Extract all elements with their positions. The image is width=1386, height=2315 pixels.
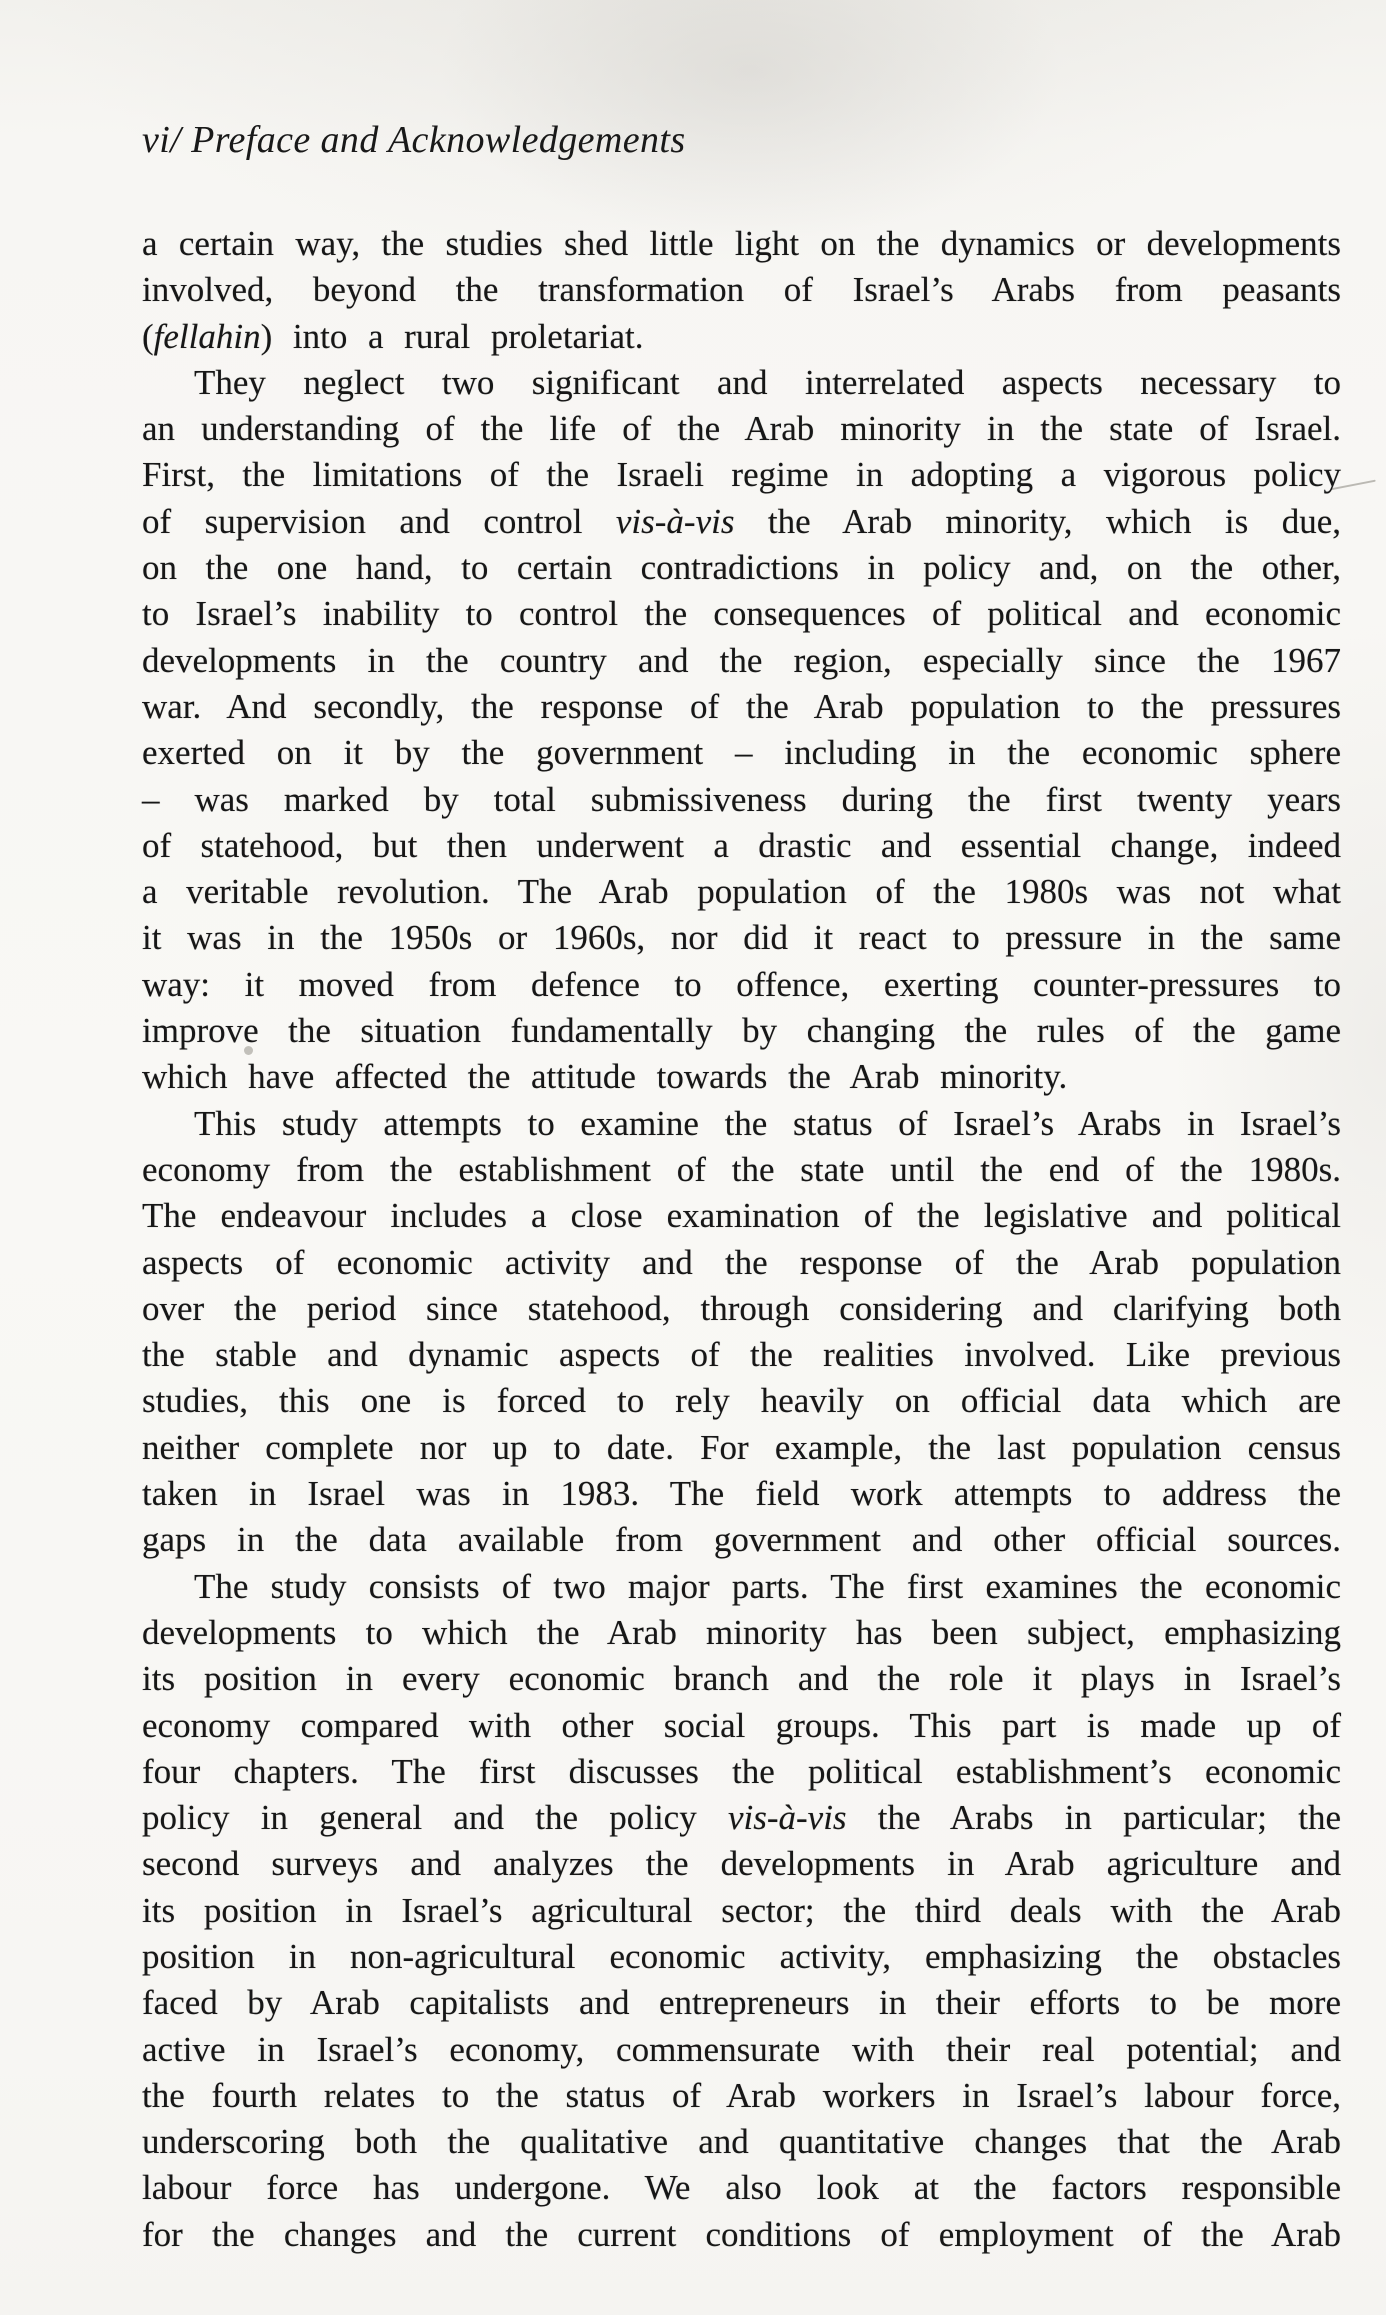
text-line bbox=[142, 314, 1341, 360]
paragraph bbox=[142, 221, 1341, 360]
text-segment: war. And secondly, the response of the Arab population to the pressures bbox=[142, 686, 1341, 726]
text-segment: the fourth relates to the status of Arab workers in Israel’s labour force, bbox=[142, 2075, 1341, 2115]
text-segment: aspects of economic activity and the response of the Arab population bbox=[142, 1242, 1341, 1282]
text-line bbox=[142, 1101, 1341, 1147]
text-line bbox=[142, 730, 1341, 776]
paragraph bbox=[142, 360, 1341, 1101]
page-text bbox=[142, 221, 1341, 2258]
text-line bbox=[142, 1240, 1341, 1286]
text-line bbox=[142, 1888, 1341, 1934]
text-segment: – was marked by total submissiveness during the first twenty years bbox=[142, 779, 1341, 819]
text-line bbox=[142, 499, 1341, 545]
text-segment: neither complete nor up to date. For example, the last population census bbox=[142, 1427, 1341, 1467]
text-line bbox=[142, 1054, 1341, 1100]
text-line bbox=[142, 1841, 1341, 1887]
text-line bbox=[142, 1749, 1341, 1795]
text-line bbox=[142, 915, 1341, 961]
text-line bbox=[142, 267, 1341, 313]
text-line bbox=[142, 1286, 1341, 1332]
text-segment: taken in Israel was in 1983. The field work attempts to address the bbox=[142, 1474, 1341, 1514]
text-line bbox=[142, 684, 1341, 730]
text-segment: the Arab minority, which is due, bbox=[734, 501, 1341, 541]
text-line bbox=[142, 2027, 1341, 2073]
text-segment: studies, this one is forced to rely heavily on official data which are bbox=[142, 1381, 1341, 1421]
text-segment: the stable and dynamic aspects of the realities involved. Like previous bbox=[142, 1335, 1341, 1375]
text-line bbox=[142, 1564, 1341, 1610]
text-segment: policy in general and the policy bbox=[142, 1798, 728, 1838]
text-segment: of statehood, but then underwent a drastic and essential change, indeed bbox=[142, 825, 1341, 865]
text-segment: gaps in the data available from government and other official sources. bbox=[142, 1520, 1341, 1560]
text-segment: an understanding of the life of the Arab minority in the state of Israel. bbox=[142, 409, 1341, 449]
text-line bbox=[142, 591, 1341, 637]
text-segment: developments in the country and the region, especially since the 1967 bbox=[142, 640, 1341, 680]
text-segment: faced by Arab capitalists and entrepreneurs in their efforts to be more bbox=[142, 1983, 1341, 2023]
text-segment: underscoring both the qualitative and quantitative changes that the Arab bbox=[142, 2122, 1341, 2162]
text-segment: ) into a rural proletariat. bbox=[260, 316, 644, 356]
text-line bbox=[142, 1147, 1341, 1193]
text-segment: They neglect two significant and interrelated aspects necessary to bbox=[194, 362, 1341, 402]
text-segment: of supervision and control bbox=[142, 501, 616, 541]
text-segment: labour force has undergone. We also look at the factors responsible bbox=[142, 2168, 1341, 2208]
text-segment: to Israel’s inability to control the consequences of political and economic bbox=[142, 594, 1341, 634]
text-line bbox=[142, 1610, 1341, 1656]
text-line bbox=[142, 221, 1341, 267]
text-line bbox=[142, 1193, 1341, 1239]
text-segment: This study attempts to examine the status of Israel’s Arabs in Israel’s bbox=[194, 1103, 1341, 1143]
text-segment: position in non-agricultural economic activity, emphasizing the obstacles bbox=[142, 1936, 1341, 1976]
text-line bbox=[142, 1008, 1341, 1054]
text-segment: ( bbox=[142, 316, 154, 356]
text-segment: on the one hand, to certain contradictions in policy and, on the other, bbox=[142, 548, 1341, 588]
text-line bbox=[142, 2119, 1341, 2165]
text-line bbox=[142, 1934, 1341, 1980]
text-line bbox=[142, 823, 1341, 869]
text-line bbox=[142, 2165, 1341, 2211]
text-segment: its position in Israel’s agricultural sector; the third deals with the Arab bbox=[142, 1890, 1341, 1930]
text-segment: way: it moved from defence to offence, exerting counter-pressures to bbox=[142, 964, 1341, 1004]
text-line bbox=[142, 869, 1341, 915]
text-line bbox=[142, 1332, 1341, 1378]
text-line bbox=[142, 1795, 1341, 1841]
text-segment: its position in every economic branch and the role it plays in Israel’s bbox=[142, 1659, 1341, 1699]
text-segment: economy compared with other social groups. This part is made up of bbox=[142, 1705, 1341, 1745]
text-line bbox=[142, 1980, 1341, 2026]
text-segment: it was in the 1950s or 1960s, nor did it react to pressure in the same bbox=[142, 918, 1341, 958]
text-segment: vis-à-vis bbox=[727, 1798, 847, 1838]
running-header bbox=[142, 118, 686, 162]
text-line bbox=[142, 962, 1341, 1008]
text-segment: First, the limitations of the Israeli regime in adopting a vigorous policy bbox=[142, 455, 1341, 495]
text-segment: a certain way, the studies shed little light on the dynamics or developments bbox=[142, 224, 1341, 263]
text-line bbox=[142, 1425, 1341, 1471]
text-line bbox=[142, 1656, 1341, 1702]
text-line bbox=[142, 1703, 1341, 1749]
text-segment: second surveys and analyzes the developments in Arab agriculture and bbox=[142, 1844, 1341, 1884]
text-segment: The endeavour includes a close examination of the legislative and political bbox=[142, 1196, 1341, 1236]
text-segment: which have affected the attitude towards the Arab minority. bbox=[142, 1057, 1068, 1097]
text-segment: involved, beyond the transformation of Israel’s Arabs from peasants bbox=[142, 270, 1341, 310]
text-line bbox=[142, 1471, 1341, 1517]
text-segment: improve the situation fundamentally by changing the rules of the game bbox=[142, 1011, 1341, 1051]
text-line bbox=[142, 777, 1341, 823]
text-line bbox=[142, 360, 1341, 406]
text-line bbox=[142, 638, 1341, 684]
text-segment: active in Israel’s economy, commensurate with their real potential; and bbox=[142, 2029, 1341, 2069]
text-segment: economy from the establishment of the state until the end of the 1980s. bbox=[142, 1149, 1341, 1189]
text-segment: exerted on it by the government – including in the economic sphere bbox=[142, 733, 1341, 773]
text-segment: over the period since statehood, through considering and clarifying both bbox=[142, 1288, 1341, 1328]
text-segment: four chapters. The first discusses the political establishment’s economic bbox=[142, 1751, 1341, 1791]
text-segment: for the changes and the current conditions of employment of the Arab bbox=[142, 2214, 1341, 2254]
text-segment: the Arabs in particular; the bbox=[846, 1798, 1341, 1838]
text-line bbox=[142, 545, 1341, 591]
text-segment: a veritable revolution. The Arab population of the 1980s was not what bbox=[142, 872, 1341, 912]
text-segment: fellahin bbox=[153, 316, 261, 356]
text-segment: vis-à-vis bbox=[615, 501, 735, 541]
paragraph bbox=[142, 1101, 1341, 1564]
text-line bbox=[142, 2073, 1341, 2119]
text-line bbox=[142, 452, 1341, 498]
text-line bbox=[142, 406, 1341, 452]
text-segment: developments to which the Arab minority has been subject, emphasizing bbox=[142, 1612, 1341, 1652]
running-header-text: vi/ Preface and Acknowledgements bbox=[142, 119, 686, 161]
text-line bbox=[142, 2212, 1341, 2258]
paragraph bbox=[142, 1564, 1341, 2258]
text-segment: The study consists of two major parts. The first examines the economic bbox=[194, 1566, 1341, 1606]
text-line bbox=[142, 1517, 1341, 1563]
text-line bbox=[142, 1378, 1341, 1424]
